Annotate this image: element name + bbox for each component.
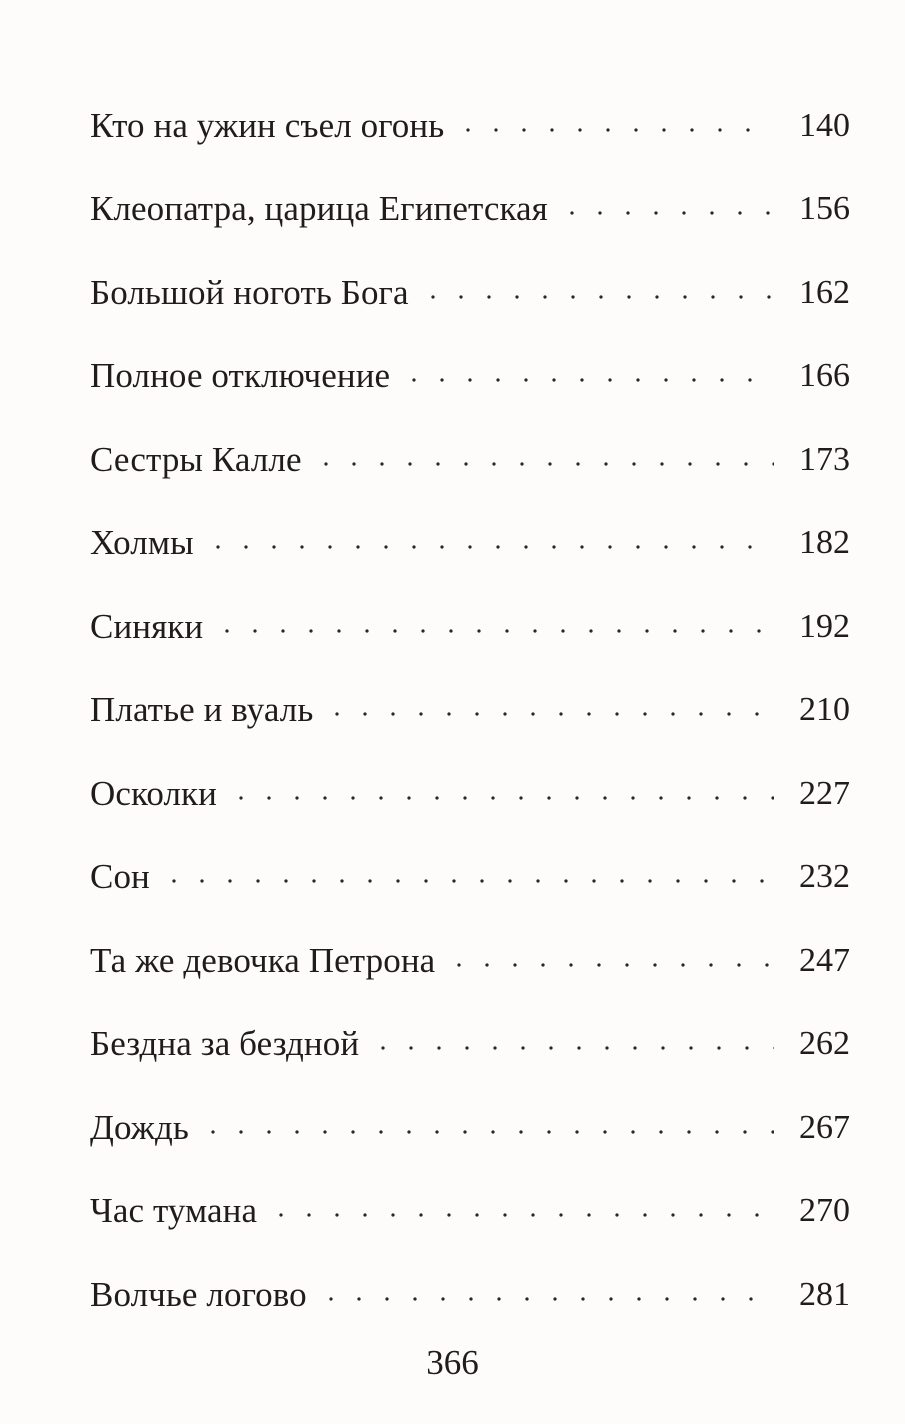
toc-entry-title: Холмы xyxy=(90,523,204,563)
toc-entry xyxy=(90,836,850,920)
toc-entry-page-number: 262 xyxy=(790,1025,850,1063)
dot-leader xyxy=(419,294,774,300)
toc-entry-title: Синяки xyxy=(90,607,213,647)
toc-entry-title: Платье и вуаль xyxy=(90,690,323,730)
dot-leader xyxy=(267,1212,774,1218)
page-number-footer: 366 xyxy=(426,1343,479,1382)
toc-entry-title: Сестры Калле xyxy=(90,440,312,480)
toc-entry-title: Полное отключение xyxy=(90,356,400,396)
toc-entry xyxy=(90,168,850,252)
dot-leader xyxy=(160,878,774,884)
toc-entry-title: Дождь xyxy=(90,1108,199,1148)
toc-entry-title: Волчье логово xyxy=(90,1275,317,1315)
toc-entry xyxy=(90,418,850,502)
dot-leader xyxy=(312,461,774,467)
toc-entry-title: Та же девочка Петрона xyxy=(90,941,445,981)
toc-entry xyxy=(90,335,850,419)
dot-leader xyxy=(317,1296,774,1302)
toc-entry-title: Бездна за бездной xyxy=(90,1024,369,1064)
toc-entry xyxy=(90,84,850,168)
toc-entry xyxy=(90,919,850,1003)
toc-entry xyxy=(90,1086,850,1170)
dot-leader xyxy=(204,544,774,550)
toc-entry-page-number: 227 xyxy=(790,775,850,813)
dot-leader xyxy=(400,377,774,383)
toc-entry-title: Большой ноготь Бога xyxy=(90,273,419,313)
toc-entry xyxy=(90,1003,850,1087)
toc-entry-page-number: 140 xyxy=(790,107,850,145)
toc-entry xyxy=(90,502,850,586)
toc-entry-title: Час тумана xyxy=(90,1191,267,1231)
toc-entry xyxy=(90,1253,850,1337)
dot-leader xyxy=(213,628,774,634)
toc-entry-title: Сон xyxy=(90,857,160,897)
toc-entry xyxy=(90,669,850,753)
table-of-contents xyxy=(90,84,850,1337)
dot-leader xyxy=(558,210,774,216)
toc-entry-page-number: 267 xyxy=(790,1109,850,1147)
dot-leader xyxy=(323,711,774,717)
toc-entry xyxy=(90,251,850,335)
toc-entry-title: Осколки xyxy=(90,774,227,814)
toc-entry xyxy=(90,752,850,836)
toc-entry xyxy=(90,1170,850,1254)
toc-entry xyxy=(90,585,850,669)
toc-entry-page-number: 247 xyxy=(790,942,850,980)
dot-leader xyxy=(369,1045,774,1051)
toc-entry-title: Кто на ужин съел огонь xyxy=(90,106,454,146)
toc-entry-title: Клеопатра, царица Египетская xyxy=(90,189,558,229)
toc-entry-page-number: 281 xyxy=(790,1276,850,1314)
toc-entry-page-number: 182 xyxy=(790,524,850,562)
dot-leader xyxy=(454,127,774,133)
toc-entry-page-number: 210 xyxy=(790,691,850,729)
toc-entry-page-number: 156 xyxy=(790,190,850,228)
toc-entry-page-number: 232 xyxy=(790,858,850,896)
toc-entry-page-number: 173 xyxy=(790,441,850,479)
dot-leader xyxy=(445,962,774,968)
toc-entry-page-number: 162 xyxy=(790,274,850,312)
dot-leader xyxy=(227,795,774,801)
toc-entry-page-number: 166 xyxy=(790,357,850,395)
toc-entry-page-number: 270 xyxy=(790,1192,850,1230)
toc-entry-page-number: 192 xyxy=(790,608,850,646)
dot-leader xyxy=(199,1129,774,1135)
